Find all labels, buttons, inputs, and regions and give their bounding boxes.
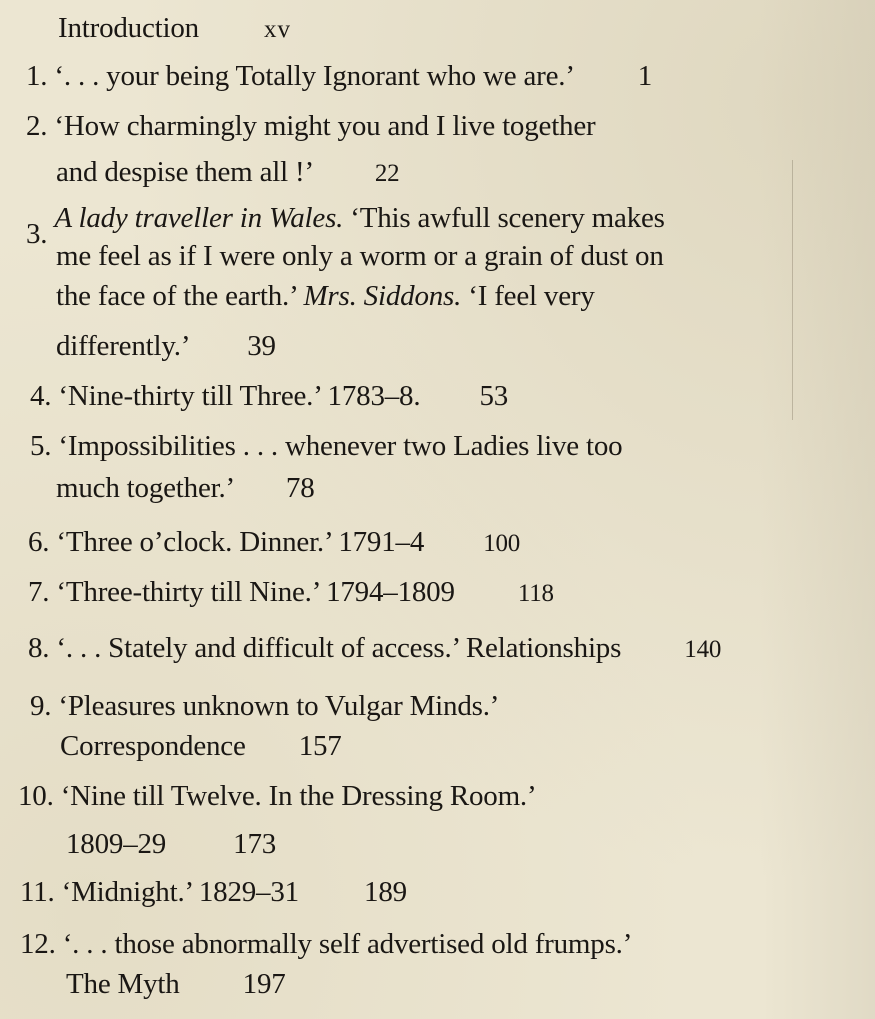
- toc-introduction-page: xv: [264, 16, 292, 43]
- toc-entry-title: differently.’: [56, 330, 189, 362]
- toc-entry-title: ‘Impossibilities . . . whenever two Ladies live too: [58, 430, 623, 462]
- toc-entry-9-cont: [60, 728, 342, 764]
- toc-entry-12-cont: [66, 966, 286, 1002]
- toc-entry-number: 10.: [18, 780, 54, 812]
- toc-entry-number: 4.: [30, 380, 52, 412]
- toc-entry-title: ‘. . . those abnormally self advertised old frumps.’: [62, 928, 633, 960]
- toc-entry-3: [26, 200, 665, 250]
- toc-entry-5: [30, 428, 622, 464]
- toc-entry-number: 2.: [26, 110, 48, 142]
- toc-entry-number: 11.: [20, 876, 55, 908]
- toc-entry-2: [26, 108, 596, 144]
- toc-entry-page: 1: [637, 60, 653, 92]
- toc-entry-number: 9.: [30, 690, 52, 722]
- toc-entry-page: 157: [298, 730, 342, 762]
- toc-entry-page: 118: [517, 580, 554, 607]
- toc-entry-title: ‘This awfull scenery makes: [343, 202, 665, 234]
- toc-entry-title: ‘. . . your being Totally Ignorant who we are.’: [54, 60, 573, 92]
- toc-entry-9: [30, 688, 499, 724]
- toc-entry-number: 6.: [28, 526, 50, 558]
- toc-entry-8: [28, 630, 721, 668]
- toc-entry-number: 1.: [26, 60, 48, 92]
- toc-entry-title: ‘Three o’clock. Dinner.’ 1791–4: [56, 526, 425, 558]
- toc-entry-title: much together.’: [56, 472, 233, 504]
- toc-entry-title: and despise them all !’: [56, 156, 312, 188]
- toc-entry-title: ‘Nine till Twelve. In the Dressing Room.’: [60, 780, 537, 812]
- toc-introduction: [58, 10, 291, 48]
- toc-entry-title-italic: A lady traveller in Wales.: [54, 202, 344, 234]
- toc-entry-title: me feel as if I were only a worm or a grain of dust on: [56, 240, 664, 272]
- toc-entry-title: The Myth: [66, 968, 180, 1000]
- toc-entry-page: 53: [479, 380, 509, 412]
- toc-entry-title: ‘Nine-thirty till Three.’ 1783–8.: [58, 380, 421, 412]
- toc-entry-10: [18, 778, 536, 814]
- toc-entry-10-cont: [66, 826, 276, 862]
- toc-entry-page: 189: [364, 876, 407, 908]
- toc-entry-4: [30, 378, 508, 414]
- toc-entry-page: 173: [233, 828, 277, 860]
- toc-entry-number: 8.: [28, 632, 50, 664]
- toc-entry-title: ‘I feel very: [461, 280, 595, 312]
- toc-entry-3-cont: [56, 238, 664, 274]
- toc-entry-6: [28, 524, 520, 562]
- toc-entry-1: [26, 58, 652, 94]
- toc-entry-page: 140: [684, 636, 722, 663]
- toc-entry-page: 197: [242, 968, 286, 1000]
- toc-entry-title: ‘Midnight.’ 1829–31: [61, 876, 299, 908]
- toc-entry-7: [28, 574, 554, 612]
- toc-entry-11: [20, 874, 407, 910]
- toc-entry-number: 5.: [30, 430, 52, 462]
- toc-entry-5-cont: [56, 470, 315, 506]
- toc-entry-title-italic: Mrs. Siddons.: [303, 280, 462, 312]
- toc-entry-title: ‘Pleasures unknown to Vulgar Minds.’: [58, 690, 500, 722]
- toc-introduction-label: Introduction: [58, 12, 199, 44]
- toc-entry-title: ‘. . . Stately and difficult of access.’ Relationships: [56, 632, 622, 664]
- toc-entry-2-cont: [56, 154, 399, 192]
- toc-entry-page: 22: [374, 160, 400, 187]
- toc-entry-page: 78: [285, 472, 315, 504]
- toc-entry-title: 1809–29: [66, 828, 167, 860]
- toc-entry-page: 39: [247, 330, 276, 362]
- toc-entry-number: 12.: [20, 928, 56, 960]
- toc-entry-3-cont: [56, 328, 276, 364]
- toc-entry-page: 100: [483, 530, 521, 557]
- toc-entry-3-cont: [56, 278, 595, 314]
- toc-entry-title: Correspondence: [60, 730, 246, 762]
- toc-entry-title: ‘Three-thirty till Nine.’ 1794–1809: [56, 576, 455, 608]
- toc-entry-number: 3.: [26, 218, 48, 250]
- toc-entry-number: 7.: [28, 576, 50, 608]
- toc-entry-title: the face of the earth.’: [56, 280, 304, 312]
- toc-entry-title: ‘How charmingly might you and I live together: [54, 110, 596, 142]
- toc-entry-12: [20, 926, 632, 962]
